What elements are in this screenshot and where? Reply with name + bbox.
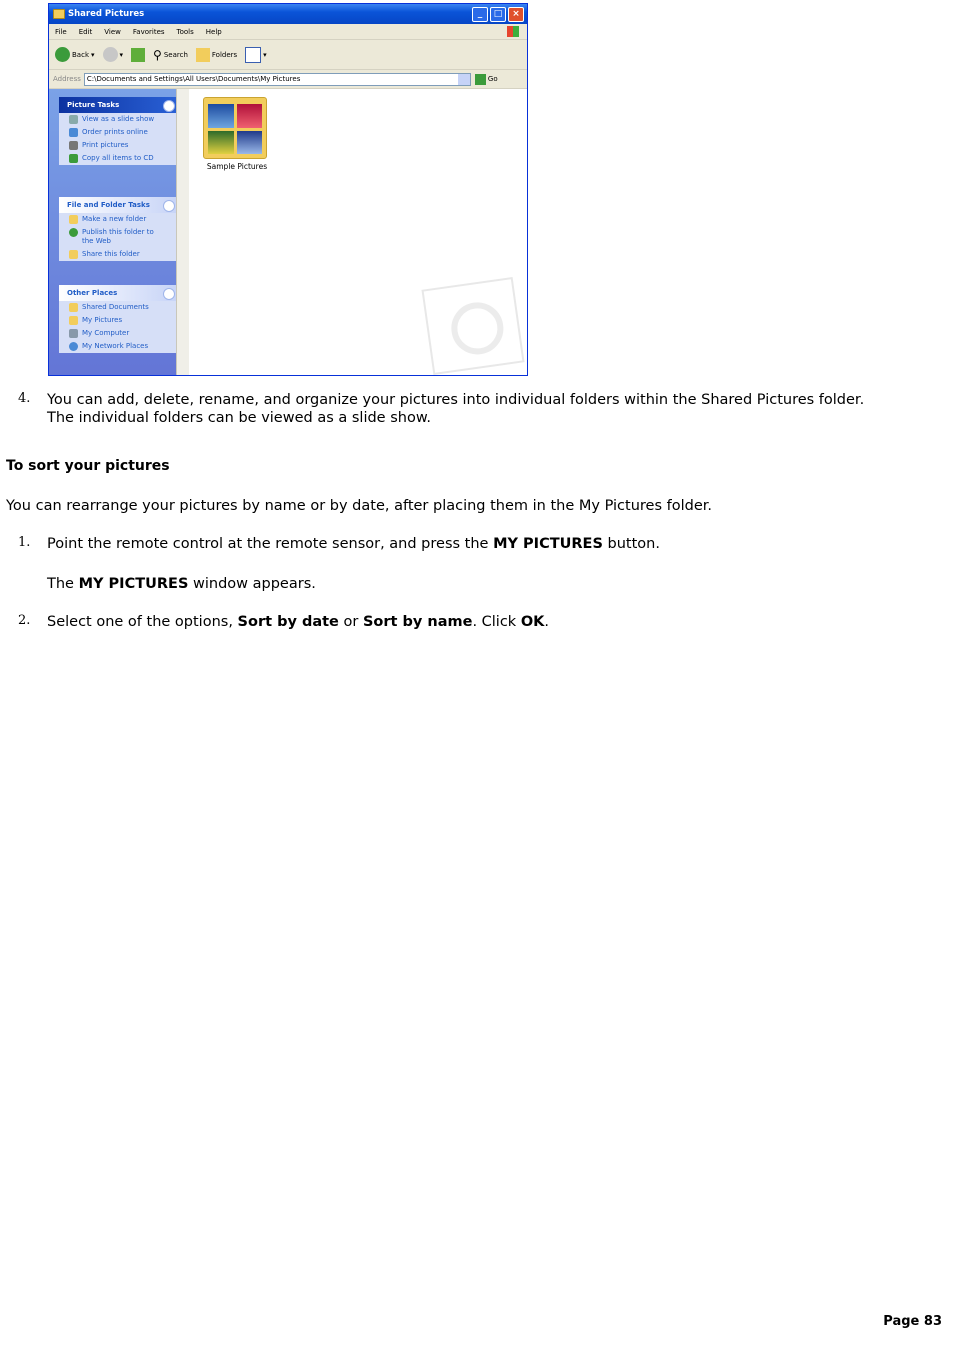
maximize-icon: □ — [490, 7, 506, 22]
menu-file: File — [55, 27, 67, 36]
task-pane — [49, 89, 189, 375]
task-slide-show: View as a slide show — [82, 115, 155, 123]
up-folder-icon — [131, 48, 145, 62]
close-icon: × — [508, 7, 524, 22]
address-bar — [49, 70, 527, 89]
panel-file-folder-tasks — [59, 197, 179, 261]
go-button — [475, 74, 498, 85]
step-2-text: Select one of the options, Sort by date or Sort by name. Click OK. — [47, 614, 549, 630]
place-shared-documents: Shared Documents — [82, 303, 149, 311]
menu-bar — [49, 24, 527, 40]
folders-label: Folders — [211, 50, 238, 59]
step-4-line-1: You can add, delete, rename, and organize your pictures into individual folders within the Shared Pictures folder. — [47, 392, 865, 408]
folders-button — [196, 48, 237, 62]
intro-text: You can rearrange your pictures by name or by date, after placing them in the My Pictures folder. — [6, 498, 712, 514]
panel-picture-tasks — [59, 97, 179, 165]
task-copy-cd: Copy all items to CD — [82, 154, 154, 162]
folder-view — [189, 89, 527, 375]
task-print-pictures: Print pictures — [82, 141, 129, 149]
button-name: MY PICTURES — [493, 536, 603, 552]
task-publish: Publish this folder to the Web — [82, 228, 154, 245]
step-number: 1. — [18, 535, 31, 550]
step-4-text — [47, 391, 864, 427]
back-label: Back — [72, 50, 89, 59]
up-button — [131, 48, 145, 62]
forward-arrow-icon — [103, 47, 118, 62]
views-button: ▾ — [245, 47, 267, 63]
shared-pictures-screenshot — [48, 3, 528, 376]
views-icon — [245, 47, 261, 63]
option-sort-by-name: Sort by name — [362, 614, 473, 630]
window-title-bar — [49, 4, 527, 24]
window-title: Shared Pictures — [68, 9, 145, 19]
menu-help: Help — [205, 27, 222, 36]
panel-title: Picture Tasks — [67, 101, 120, 109]
ok-label: OK — [520, 614, 545, 630]
folders-icon — [196, 48, 210, 62]
search-label: Search — [163, 50, 188, 59]
menu-edit: Edit — [78, 27, 93, 36]
folder-icon — [53, 9, 65, 19]
place-my-pictures: My Pictures — [82, 316, 123, 324]
go-arrow-icon — [475, 74, 486, 85]
window-name: MY PICTURES — [78, 576, 189, 592]
menu-tools: Tools — [176, 27, 194, 36]
collapse-icon — [163, 100, 175, 112]
pictures-watermark — [421, 277, 524, 375]
toolbar — [49, 40, 527, 70]
panel-title: File and Folder Tasks — [67, 201, 150, 209]
task-order-prints: Order prints online — [82, 128, 148, 136]
search-icon: ⚲ — [153, 47, 162, 62]
go-label: Go — [487, 75, 498, 83]
option-sort-by-date: Sort by date — [237, 614, 339, 630]
address-field — [84, 73, 471, 86]
place-my-computer: My Computer — [82, 329, 130, 337]
address-value: C:\Documents and Settings\All Users\Documents\My Pictures — [86, 75, 301, 83]
step-4-line-2: The individual folders can be viewed as a slide show. — [47, 410, 431, 426]
page-number: Page 83 — [883, 1314, 942, 1329]
folder-label: Sample Pictures — [206, 162, 268, 171]
step-1-note: The MY PICTURES window appears. — [47, 576, 316, 592]
task-share: Share this folder — [82, 250, 140, 258]
panel-other-places — [59, 285, 179, 353]
chevron-down-icon — [458, 74, 470, 85]
pane-scrollbar — [176, 89, 189, 375]
address-label: Address — [53, 75, 81, 83]
minimize-icon: _ — [472, 7, 488, 22]
search-button — [153, 48, 188, 62]
menu-favorites: Favorites — [132, 27, 165, 36]
step-number: 4. — [18, 391, 31, 406]
back-button: Back ▾ — [55, 47, 95, 62]
place-network: My Network Places — [82, 342, 149, 350]
section-heading: To sort your pictures — [6, 458, 170, 474]
panel-title: Other Places — [67, 289, 118, 297]
step-1-text: Point the remote control at the remote sensor, and press the MY PICTURES button. — [47, 536, 660, 552]
task-new-folder: Make a new folder — [82, 215, 147, 223]
step-number: 2. — [18, 613, 31, 628]
collapse-icon — [163, 288, 175, 300]
windows-logo-icon — [507, 26, 519, 37]
menu-view: View — [104, 27, 121, 36]
back-arrow-icon — [55, 47, 70, 62]
forward-button: ▾ — [103, 47, 124, 62]
collapse-icon — [163, 200, 175, 212]
sample-pictures-folder-icon — [203, 97, 267, 159]
